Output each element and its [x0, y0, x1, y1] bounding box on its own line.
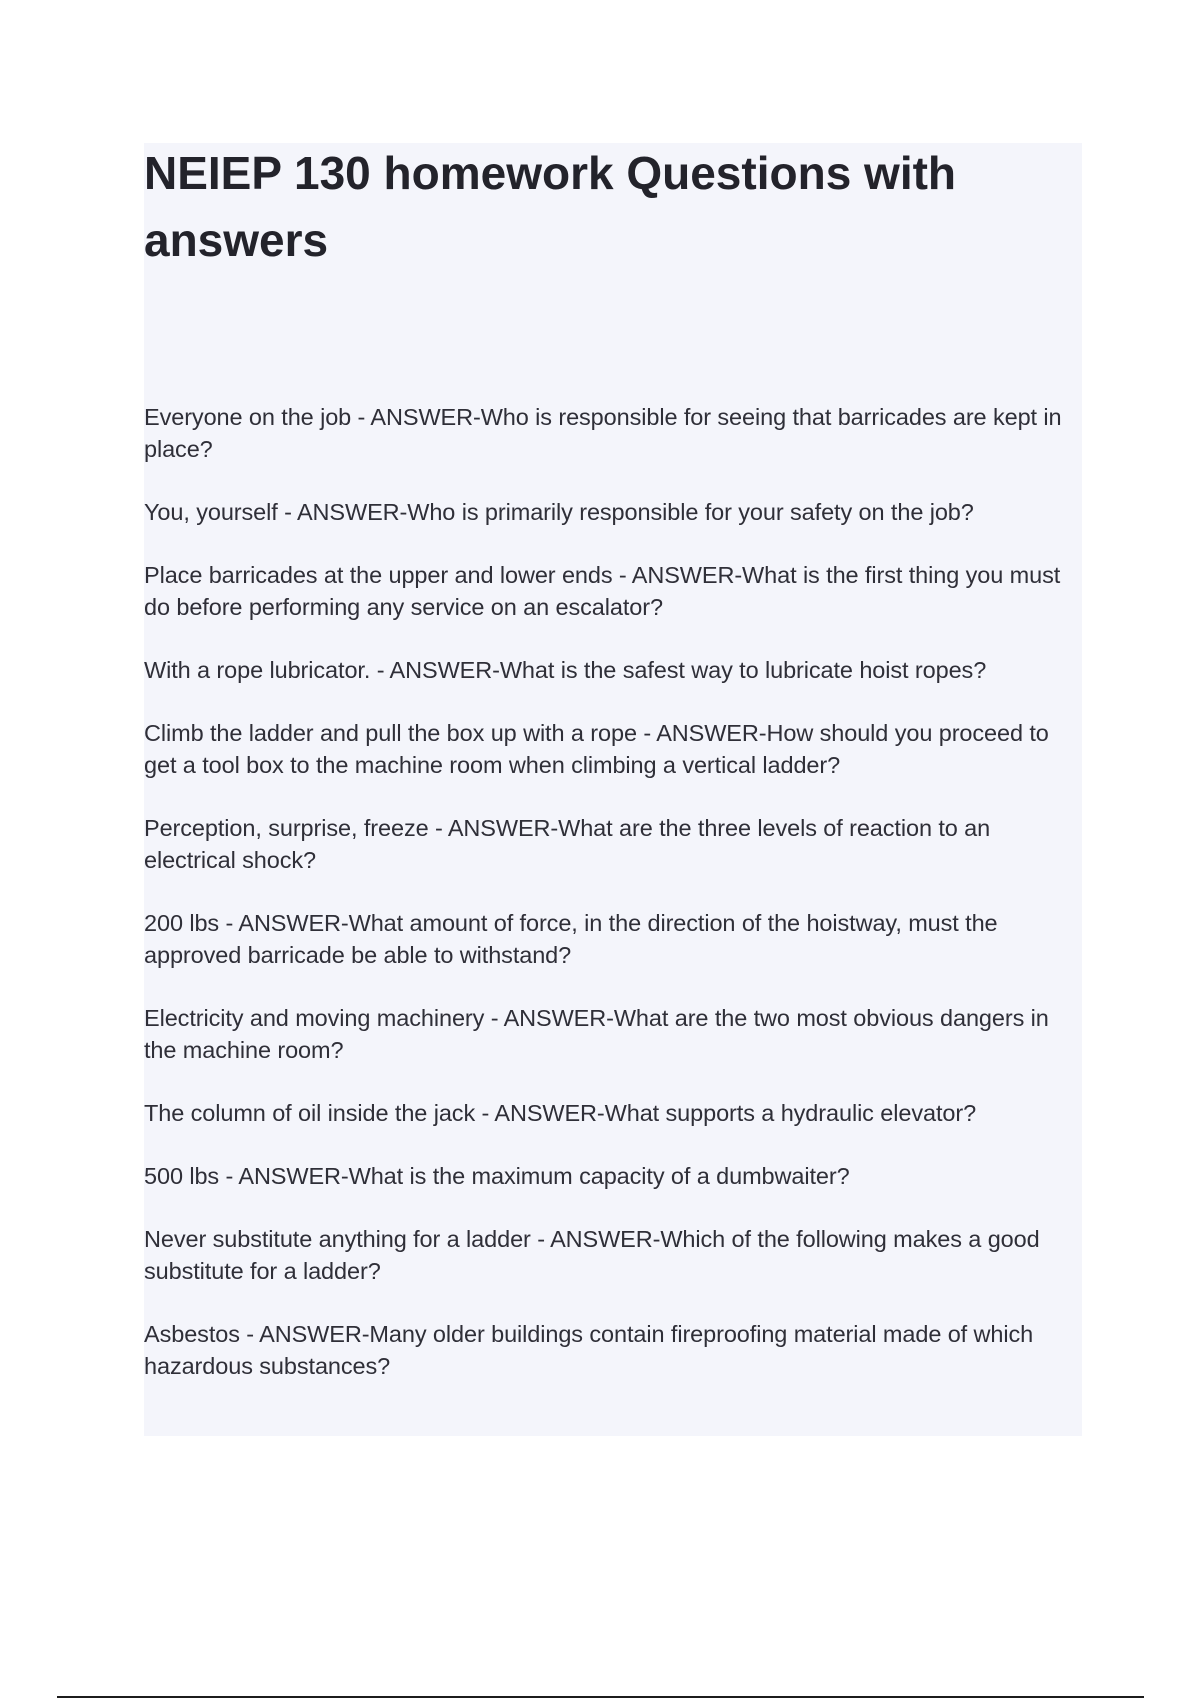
- qa-item: Never substitute anything for a ladder - ANSWER-Which of the following makes a good substitute for a ladder?: [144, 1226, 1040, 1284]
- qa-item: You, yourself - ANSWER-Who is primarily responsible for your safety on the job?: [144, 499, 974, 525]
- qa-item: 200 lbs - ANSWER-What amount of force, in the direction of the hoistway, must the approved barricade be able to withstand?: [144, 910, 998, 968]
- qa-item: Electricity and moving machinery - ANSWER-What are the two most obvious dangers in the machine room?: [144, 1005, 1049, 1063]
- qa-item: Everyone on the job - ANSWER-Who is responsible for seeing that barricades are kept in place?: [144, 404, 1062, 462]
- qa-item: Place barricades at the upper and lower ends - ANSWER-What is the first thing you must do before performing any service on an escalator?: [144, 562, 1061, 620]
- qa-item: Asbestos - ANSWER-Many older buildings contain fireproofing material made of which hazardous substances?: [144, 1321, 1034, 1379]
- qa-list: [144, 401, 1084, 1413]
- qa-item: The column of oil inside the jack - ANSWER-What supports a hydraulic elevator?: [144, 1100, 977, 1126]
- document-title: NEIEP 130 homework Questions with answers: [144, 147, 957, 266]
- qa-item: Perception, surprise, freeze - ANSWER-What are the three levels of reaction to an electrical shock?: [144, 815, 991, 873]
- page-footer-rule: [57, 1696, 1144, 1698]
- qa-item: 500 lbs - ANSWER-What is the maximum capacity of a dumbwaiter?: [144, 1163, 850, 1189]
- qa-item: Climb the ladder and pull the box up with a rope - ANSWER-How should you proceed to get a tool box to the machine room when climbing a vertical ladder?: [144, 720, 1049, 778]
- qa-item: With a rope lubricator. - ANSWER-What is the safest way to lubricate hoist ropes?: [144, 657, 987, 683]
